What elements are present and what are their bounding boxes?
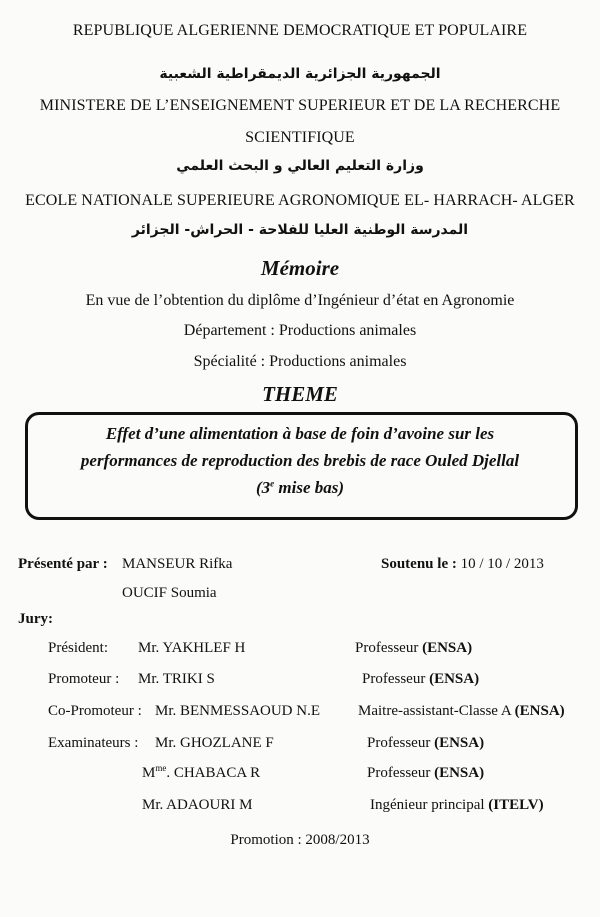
promoteur-affiliation: [362, 671, 479, 688]
exam2-name: [142, 765, 260, 782]
student-1: MANSEUR Rifka: [122, 556, 233, 572]
exam3-name: Mr. ADAOURI M: [142, 797, 253, 813]
exam1-inst: (ENSA): [434, 735, 485, 751]
exam3-title: Ingénieur principal: [370, 797, 485, 813]
school-ar: المدرسة الوطنية العليا للفلاحة - الحراش- الجزائر: [131, 222, 469, 238]
theme-line3-close: mise bas): [274, 478, 345, 497]
copromoteur-inst: (ENSA): [514, 703, 565, 719]
defended-date: 10 / 10 / 2013: [460, 556, 544, 572]
president-affiliation: [355, 640, 472, 657]
speciality: Spécialité : Productions animales: [193, 353, 407, 370]
presented-label: Présenté par :: [18, 556, 108, 572]
defense-info: [381, 556, 544, 573]
promotion: Promotion : 2008/2013: [230, 832, 370, 848]
theme-line1: Effet d’une alimentation à base de foin d’avoine sur les: [105, 424, 495, 443]
theme-line2: performances de reproduction des brebis de race Ouled Djellal: [80, 451, 520, 470]
ministry-fr-line2: SCIENTIFIQUE: [245, 129, 355, 146]
theme-line3: [0, 478, 600, 498]
exam2-affiliation: [367, 765, 484, 782]
president-name: Mr. YAKHLEF H: [138, 640, 246, 656]
exam2-rest: . CHABACA R: [166, 765, 261, 781]
school-fr: ECOLE NATIONALE SUPERIEURE AGRONOMIQUE EL- HARRACH- ALGER: [25, 192, 575, 209]
exam3-affiliation: [370, 797, 544, 814]
theme-line3-sup: e: [270, 478, 275, 489]
jury-heading: Jury:: [18, 611, 53, 627]
exam1-name: Mr. GHOZLANE F: [155, 735, 274, 751]
exam2-title: Professeur: [367, 765, 431, 781]
ministry-fr-line1: MINISTERE DE L’ENSEIGNEMENT SUPERIEUR ET DE LA RECHERCHE: [39, 97, 561, 114]
copromoteur-title: Maitre-assistant-Classe A: [358, 703, 511, 719]
promoteur-role: Promoteur :: [48, 671, 120, 687]
department: Département : Productions animales: [183, 322, 417, 339]
republic-ar: الجمهورية الجزائرية الديمقراطية الشعبية: [159, 66, 441, 82]
exam1-title: Professeur: [367, 735, 431, 751]
exam3-inst: (ITELV): [488, 797, 544, 813]
theme-heading: THEME: [262, 382, 338, 406]
examinateurs-role: Examinateurs :: [48, 735, 139, 751]
copromoteur-affiliation: [358, 703, 565, 720]
president-role: Président:: [48, 640, 108, 656]
president-inst: (ENSA): [422, 640, 473, 656]
promoteur-inst: (ENSA): [429, 671, 480, 687]
copromoteur-name: Mr. BENMESSAOUD N.E: [155, 703, 321, 719]
memoire-purpose: En vue de l’obtention du diplôme d’Ingénieur d’état en Agronomie: [85, 292, 515, 309]
exam2-sup: me: [155, 763, 167, 773]
student-2: OUCIF Soumia: [122, 585, 217, 601]
exam2-prefix: M: [142, 765, 156, 781]
theme-line3-open: (3: [255, 478, 271, 497]
exam1-affiliation: [367, 735, 484, 752]
ministry-ar: وزارة التعليم العالي و البحث العلمي: [176, 158, 424, 174]
memoire-title: Mémoire: [260, 256, 340, 280]
copromoteur-role: Co-Promoteur :: [48, 703, 142, 719]
republic-fr: REPUBLIQUE ALGERIENNE DEMOCRATIQUE ET POPULAIRE: [72, 22, 528, 39]
exam2-inst: (ENSA): [434, 765, 485, 781]
promoteur-name: Mr. TRIKI S: [138, 671, 215, 687]
president-title: Professeur: [355, 640, 419, 656]
defended-label: Soutenu le :: [381, 556, 457, 572]
promoteur-title: Professeur: [362, 671, 426, 687]
